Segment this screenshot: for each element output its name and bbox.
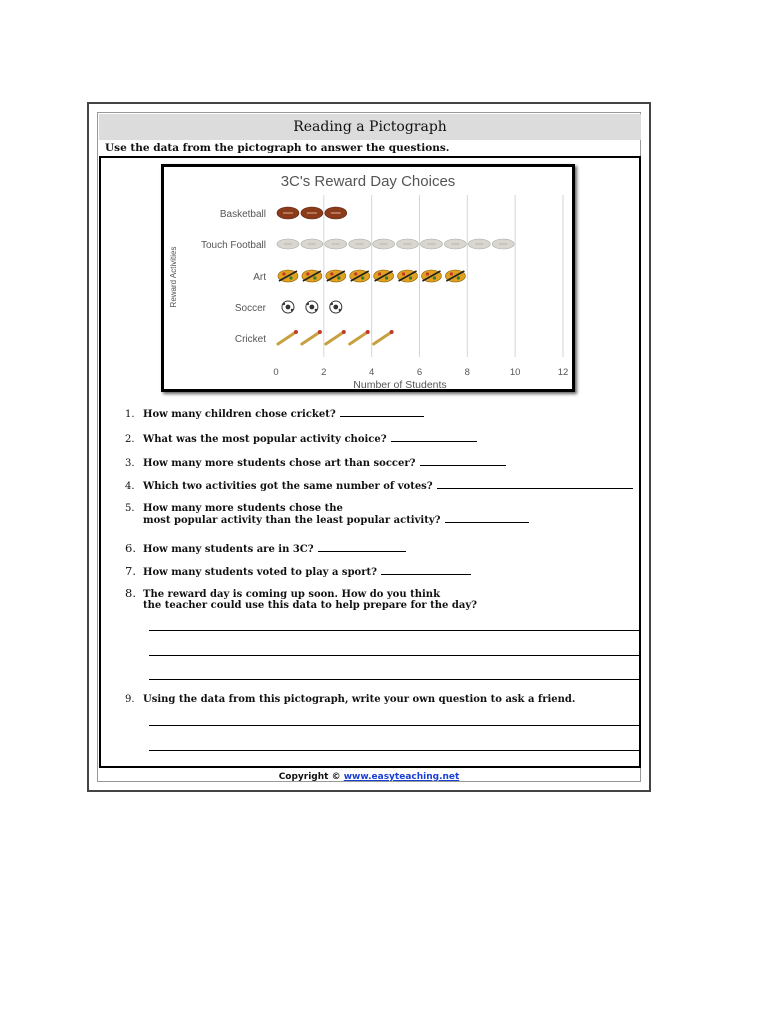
question-text: How many students voted to play a sport? [143,567,377,578]
football-icon [325,239,347,249]
worksheet-title: Reading a Pictograph [99,114,641,140]
football-icon [301,239,323,249]
question-number: 6. [125,541,136,555]
question-text: Using the data from this pictograph, write your own question to ask a friend. [143,694,576,705]
category-label: Basketball [219,209,266,220]
instructions: Use the data from the pictograph to answer the questions. [105,142,450,154]
answer-line[interactable] [149,630,639,631]
question-text: The reward day is coming up soon. How do you think [143,589,440,600]
paint-palette-icon [350,270,370,282]
answer-line[interactable] [149,679,639,680]
football-icon [373,239,395,249]
x-tick-label: 4 [369,367,375,378]
cricket-bat-icon [302,330,322,344]
chart-title: 3C's Reward Day Choices [280,173,456,190]
content-box [99,156,641,768]
worksheet [87,102,651,792]
question-text: How many more students chose the [143,503,343,514]
answer-blank-7[interactable] [381,566,471,575]
answer-blank-2[interactable] [391,433,477,442]
question-text: How many more students chose art than soccer? [143,458,416,469]
question-text-line2: most popular activity than the least popular activity? [143,515,441,526]
answer-blank-6[interactable] [318,543,406,552]
paint-palette-icon [398,270,418,282]
paint-palette-icon [374,270,394,282]
question-number: 1. [125,409,135,420]
x-tick-label: 0 [273,367,279,378]
question-text: How many students are in 3C? [143,544,314,555]
x-tick-label: 12 [557,367,569,378]
y-axis-title: Reward Activities [169,246,178,308]
x-tick-label: 6 [416,367,423,378]
football-icon [420,239,442,249]
question-number: 2. [125,434,135,445]
category-label: Touch Football [200,240,266,251]
question-text: What was the most popular activity choice? [143,434,387,445]
paint-palette-icon [421,270,441,282]
basketball-icon [301,207,323,219]
question-4 [125,480,633,492]
question-text: Which two activities got the same number of votes? [143,481,433,492]
x-tick-label: 10 [509,367,521,378]
cricket-bat-icon [350,330,370,344]
soccer-ball-icon [330,301,342,313]
question-text-line2: the teacher could use this data to help prepare for the day? [143,600,478,611]
answer-blank-5[interactable] [445,514,529,523]
basketball-icon [325,207,347,219]
question-5 [125,503,529,526]
paint-palette-icon [302,270,322,282]
answer-line[interactable] [149,750,639,751]
football-icon [397,239,419,249]
question-number: 8. [125,586,136,600]
answer-blank-1[interactable] [340,408,424,417]
basketball-icon [277,207,299,219]
question-2 [125,433,477,445]
footer-link[interactable]: www.easyteaching.net [343,772,460,782]
question-number: 4. [125,481,135,492]
question-number: 5. [125,503,135,514]
football-icon [349,239,371,249]
pictograph-chart [161,164,575,392]
copyright-text: Copyright © [278,772,341,782]
football-icon [492,239,514,249]
answer-line[interactable] [149,725,639,726]
x-axis-title: Number of Students [353,379,447,389]
question-9 [125,694,575,705]
x-tick-label: 8 [464,367,470,378]
cricket-bat-icon [326,330,346,344]
footer [89,772,649,782]
category-label: Cricket [234,334,266,345]
question-1 [125,408,424,420]
answer-line[interactable] [149,655,639,656]
paint-palette-icon [326,270,346,282]
x-tick-label: 2 [321,367,327,378]
question-7 [125,564,471,578]
question-number: 3. [125,458,135,469]
paint-palette-icon [445,270,465,282]
cricket-bat-icon [278,330,298,344]
cricket-bat-icon [374,330,394,344]
question-number: 9. [125,694,135,705]
football-icon [277,239,299,249]
question-6 [125,541,406,555]
football-icon [444,239,466,249]
answer-blank-4[interactable] [437,480,633,489]
question-3 [125,457,506,469]
paint-palette-icon [278,270,298,282]
football-icon [468,239,490,249]
answer-blank-3[interactable] [420,457,506,466]
category-label: Art [253,272,266,283]
soccer-ball-icon [282,301,294,313]
question-number: 7. [125,564,136,578]
category-label: Soccer [234,303,266,314]
chart-svg [164,167,572,389]
soccer-ball-icon [306,301,318,313]
question-text: How many children chose cricket? [143,409,336,420]
question-8 [125,586,477,611]
